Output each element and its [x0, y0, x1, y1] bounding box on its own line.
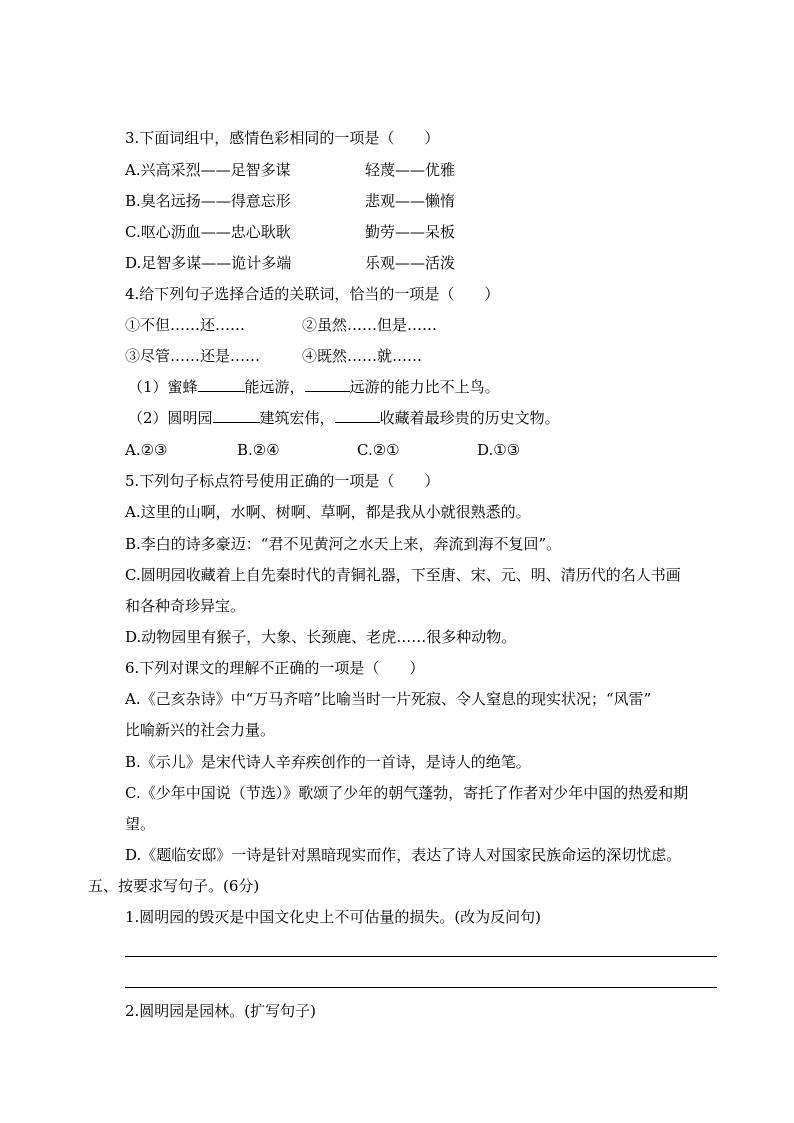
q4-answer-a: A.②③	[125, 441, 168, 459]
q4-word-3: ③尽管……还是……	[125, 347, 261, 365]
section-5-title: 五、按要求写句子。(6分)	[88, 877, 260, 895]
q4-s1-middle: 能远游，	[244, 378, 305, 396]
q4-word-1: ①不但……还……	[125, 316, 246, 334]
q6-option-a-line-1: A.《己亥杂诗》中“万马齐喑”比喻当时一片死寂、令人窒息的现实状况；“风雷”	[125, 690, 652, 708]
q4-answer-c: C.②①	[357, 441, 400, 459]
q4-s1-suffix: 远游的能力比不上鸟。	[349, 378, 500, 396]
q4-answer-b: B.②④	[237, 441, 280, 459]
q5-stem: 5.下列句子标点符号使用正确的一项是（ ）	[125, 472, 440, 490]
q4-answers	[125, 440, 521, 460]
q4-s2-middle: 建筑宏伟，	[259, 409, 335, 427]
q4-s2-suffix: 收藏着最珍贵的历史文物。	[379, 409, 560, 427]
q4-s2-blank-2[interactable]	[335, 422, 380, 423]
q4-word-4: ④既然……就……	[302, 347, 423, 365]
answer-line-2[interactable]	[125, 987, 717, 988]
q3-option-c	[125, 222, 456, 242]
q4-s1-blank-1[interactable]	[198, 391, 245, 392]
q4-s1-blank-2[interactable]	[305, 391, 350, 392]
q6-option-d: D.《题临安邸》一诗是针对黑暗现实而作，表达了诗人对国家民族命运的深切忧虑。	[125, 846, 682, 864]
q3-option-d-left: D.足智多谋——诡计多端	[125, 254, 292, 272]
q6-option-c-line-1: C.《少年中国说（节选）》歌颂了少年的朝气蓬勃，寄托了作者对少年中国的热爱和期	[125, 784, 689, 802]
q5-option-a: A.这里的山啊，水啊、树啊、草啊，都是我从小就很熟悉的。	[125, 503, 531, 521]
q6-stem: 6.下列对课文的理解不正确的一项是（ ）	[125, 659, 425, 677]
q4-answer-d: D.①③	[477, 441, 521, 459]
q3-stem: 3.下面词组中，感情色彩相同的一项是（ ）	[125, 129, 440, 147]
q3-option-c-right: 勤劳——呆板	[365, 223, 456, 241]
q3-option-d-right: 乐观——活泼	[365, 254, 456, 272]
section-5-q2: 2.圆明园是园林。(扩写句子)	[125, 1002, 317, 1020]
q4-sentence-1	[128, 377, 500, 397]
q3-option-a-right: 轻蔑——优雅	[365, 161, 456, 179]
q3-option-d	[125, 253, 456, 273]
q4-s1-prefix: （1）蜜蜂	[128, 378, 198, 396]
q4-s2-prefix: （2）圆明园	[128, 409, 213, 427]
q5-option-c-line-2: 和各种奇珍异宝。	[125, 597, 246, 615]
q6-option-b: B.《示儿》是宋代诗人辛弃疾创作的一首诗，是诗人的绝笔。	[125, 753, 531, 771]
q3-option-a-left: A.兴高采烈——足智多谋	[125, 161, 291, 179]
q5-option-d: D.动物园里有猴子，大象、长颈鹿、老虎……很多种动物。	[125, 628, 517, 646]
section-5-q1: 1.圆明园的毁灭是中国文化史上不可估量的损失。(改为反问句)	[125, 908, 542, 926]
q6-option-c-line-2: 望。	[125, 815, 156, 833]
q5-option-c-line-1: C.圆明园收藏着上自先秦时代的青铜礼器，下至唐、宋、元、明、清历代的名人书画	[125, 566, 681, 584]
q3-option-b-right: 悲观——懒惰	[365, 192, 456, 210]
q6-option-a-line-2: 比喻新兴的社会力量。	[125, 721, 276, 739]
q3-option-c-left: C.呕心沥血——忠心耿耿	[125, 223, 291, 241]
q4-s2-blank-1[interactable]	[213, 422, 260, 423]
q3-option-b	[125, 191, 456, 211]
q4-word-row-1	[125, 315, 438, 335]
q3-option-b-left: B.臭名远扬——得意忘形	[125, 192, 291, 210]
q4-sentence-2	[128, 408, 560, 428]
q4-word-2: ②虽然……但是……	[302, 316, 438, 334]
q3-option-a	[125, 160, 456, 180]
q4-word-row-2	[125, 346, 423, 366]
answer-line-1[interactable]	[125, 956, 717, 957]
q5-option-b: B.李白的诗多豪迈：“君不见黄河之水天上来，奔流到海不复回”。	[125, 535, 562, 553]
q4-stem: 4.给下列句子选择合适的关联词，恰当的一项是（ ）	[125, 285, 500, 303]
